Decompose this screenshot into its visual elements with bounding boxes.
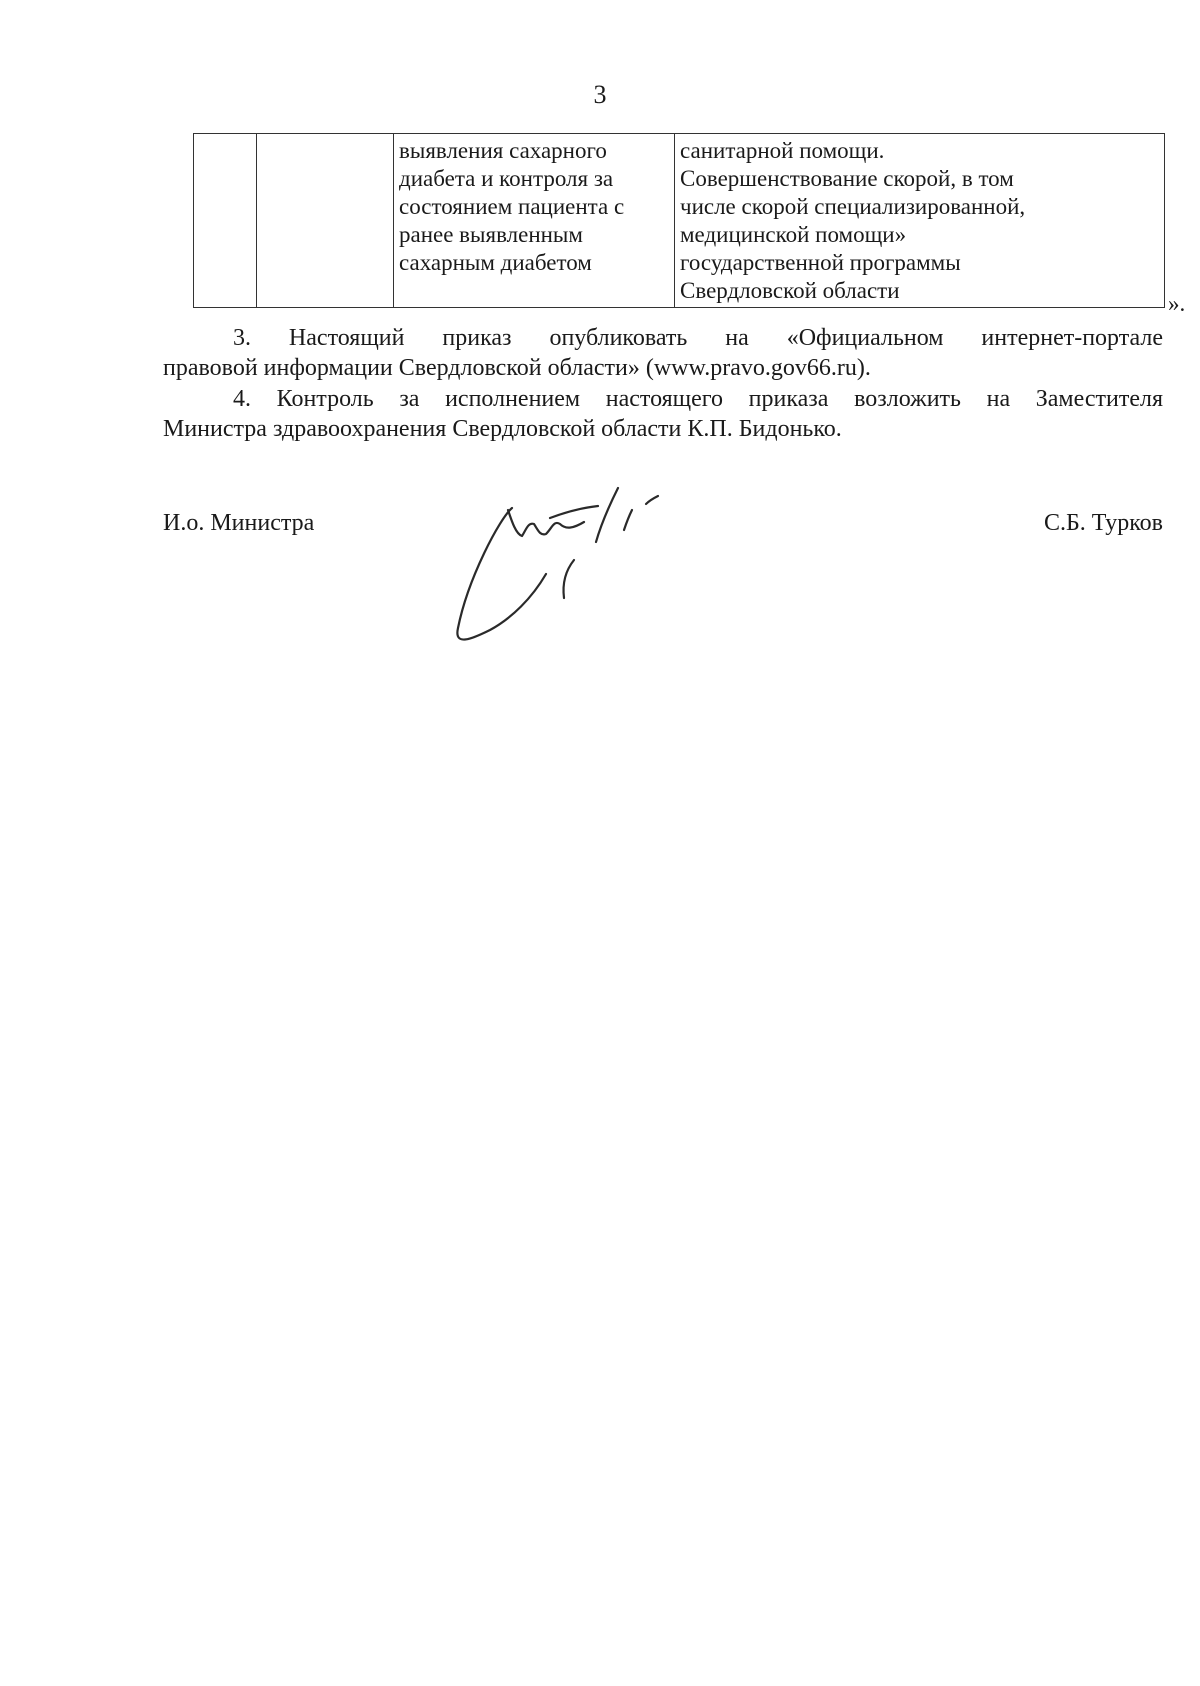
table-cell-indicator — [394, 134, 675, 308]
table-cell-code — [257, 134, 394, 308]
cell-line: государственной программы — [680, 250, 961, 275]
cell-line: медицинской помощи» — [680, 222, 907, 247]
cell-line: сахарным диабетом — [399, 250, 592, 275]
paragraph-publication — [163, 323, 1163, 383]
cell-line: ранее выявленным — [399, 222, 583, 247]
page-number: 3 — [593, 80, 607, 109]
closing-quote: ». — [1168, 291, 1186, 316]
table-cell-program — [675, 134, 1165, 308]
continuation-table — [193, 133, 1165, 308]
cell-line: выявления сахарного — [399, 138, 607, 163]
paragraph-line: правовой информации Свердловской области» (www.pravo.gov66.ru). — [163, 355, 871, 381]
cell-line: санитарной помощи. — [680, 138, 885, 163]
paragraph-line: 4. Контроль за исполнением настоящего приказа возложить на Заместителя — [233, 386, 1163, 412]
cell-line: числе скорой специализированной, — [680, 194, 1026, 219]
cell-line: Совершенствование скорой, в том — [680, 166, 1014, 191]
paragraph-control — [163, 384, 1163, 444]
handwritten-signature — [450, 478, 710, 648]
table-row — [194, 134, 1165, 308]
cell-line: Свердловской области — [680, 278, 900, 303]
paragraph-line: Министра здравоохранения Свердловской области К.П. Бидонько. — [163, 416, 842, 442]
cell-line: диабета и контроля за — [399, 166, 614, 191]
signatory-role: И.о. Министра — [163, 510, 315, 536]
signatory-name: С.Б. Турков — [1043, 510, 1163, 536]
table-cell-number — [194, 134, 257, 308]
paragraph-line: 3. Настоящий приказ опубликовать на «Официальном интернет-портале — [233, 325, 1163, 351]
cell-line: состоянием пациента с — [399, 194, 625, 219]
